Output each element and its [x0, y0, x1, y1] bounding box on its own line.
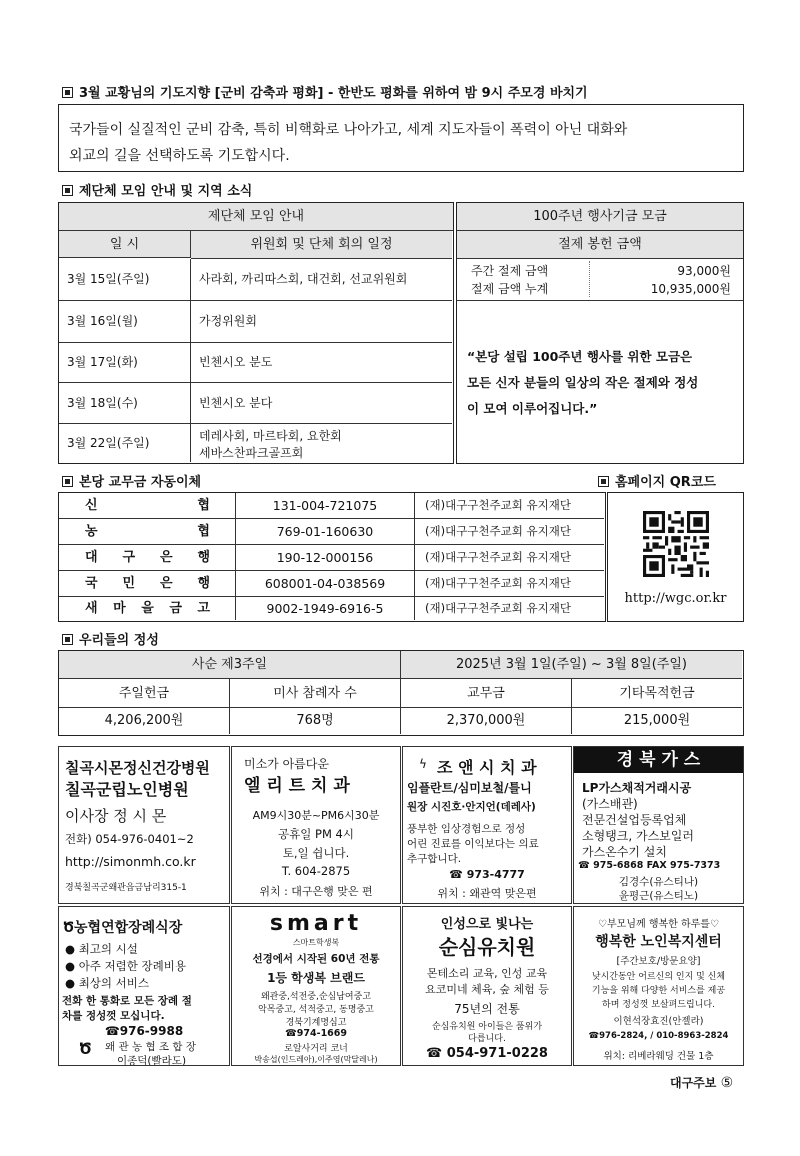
square-bullet-icon — [598, 476, 609, 487]
page-footer — [670, 1074, 733, 1091]
weekly-value: 93,000원 — [677, 264, 731, 278]
ad-owners: 박송섭(인드레아),이주영(막달레나) — [254, 1055, 378, 1064]
offering-period-dates: 2025년 3월 1일(주일) ~ 3월 8일(주일) — [401, 651, 742, 679]
fund-box — [456, 202, 744, 464]
offering-header: 주일헌금 — [59, 679, 230, 708]
bank-table — [58, 492, 606, 622]
ad-location: 로알사거리 코너 — [284, 1044, 348, 1054]
ad-schools-1: 왜관중,석전중,순심남여중고 — [260, 992, 372, 1002]
bank-row — [59, 597, 604, 620]
bank-account[interactable]: 9002-1949-6916-5 — [235, 597, 415, 620]
ad-tradition: 75년의 전통 — [454, 1002, 520, 1016]
bank-account[interactable]: 769-01-160630 — [235, 519, 415, 544]
meeting-row — [59, 301, 452, 343]
ad-line: 가스온수기 설치 — [582, 845, 667, 859]
bank-section-title: 본당 교무금 자동이체 — [62, 471, 201, 490]
bank-row — [59, 571, 604, 597]
fund-amounts — [457, 259, 743, 301]
offering-value: 4,206,200원 — [59, 708, 230, 734]
ad-happy-welfare-center[interactable] — [573, 906, 744, 1066]
meeting-date: 3월 18일(수) — [59, 383, 191, 423]
ad-title: 엘 리 트 치 과 — [244, 776, 350, 796]
total-label: 절제 금액 누계 — [471, 282, 549, 296]
ad-website: http://simonmh.co.kr — [65, 854, 196, 869]
bank-name: 신 협 — [85, 498, 210, 513]
meetings-table — [58, 202, 454, 464]
ad-director: 원장 시진호·안지언(데레사) — [407, 801, 536, 813]
ad-bullet: ● 아주 저렴한 장례비용 — [65, 959, 186, 973]
ad-director: 이현석장효진(안젤라) — [613, 1016, 704, 1027]
ad-address: 경북칠곡군왜관읍금남리315-1 — [65, 883, 187, 893]
ad-union: 왜 관 농 협 조 합 장 — [105, 1041, 197, 1053]
meeting-date: 3월 16일(월) — [59, 301, 191, 342]
ad-line: 소형탱크, 가스보일러 — [582, 829, 694, 843]
qr-section-title: 홈페이지 QR코드 — [598, 471, 716, 490]
ad-union-head: 이종덕(빨라도) — [117, 1055, 187, 1066]
meeting-text: 데레사회, 마르타회, 요한회 — [199, 429, 342, 443]
ad-bullet: ● 최상의 서비스 — [65, 976, 149, 990]
bank-row — [59, 545, 604, 571]
ad-phone: ☎976-2824, / 010-8963-2824 — [588, 1031, 729, 1041]
ad-desc-1: 전화 한 통화로 모든 장례 절 — [62, 995, 192, 1007]
meeting-text: 빈첸시오 분다 — [199, 396, 273, 410]
ad-line: 전문건설업등록업체 — [582, 813, 687, 827]
meeting-row — [59, 343, 452, 383]
meetings-header: 제단체 모임 안내 — [59, 203, 453, 231]
ad-holiday: 공휴일 PM 4시 — [278, 827, 354, 841]
meeting-text: 빈첸시오 분도 — [199, 355, 273, 369]
ad-phone: ☎ 054-971-0228 — [426, 1046, 548, 1061]
bank-holder: (재)대구구천주교회 유지재단 — [425, 576, 571, 590]
ad-tagline: 미소가 아름다운 — [244, 757, 329, 771]
square-bullet-icon — [62, 634, 73, 645]
nonghyup-logo-icon: Ծ — [63, 920, 75, 936]
ad-title-2: 칠곡군립노인병원 — [65, 780, 189, 799]
ad-services: [주간보호/방문요양] — [616, 956, 701, 967]
bank-name: 대 구 은 행 — [85, 550, 210, 565]
meeting-text-2: 세바스찬파크골프회 — [199, 446, 304, 460]
offering-header: 미사 참례자 수 — [230, 679, 401, 708]
meeting-row — [59, 383, 452, 424]
qr-box — [607, 492, 744, 622]
ad-brand: 스마트학생복 — [292, 938, 340, 947]
ad-desc-3: 추구합니다. — [407, 853, 462, 865]
ad-phone: T. 604-2875 — [281, 864, 351, 878]
ad-desc-1: 풍부한 임상경험으로 정성 — [407, 823, 526, 835]
fund-quote-3: 이 모여 이루어집니다.” — [467, 401, 598, 416]
ad-phone: ☎974-1669 — [284, 1028, 348, 1039]
prayer-section-title: 3월 교황님의 기도지향 [군비 감축과 평화] - 한반도 평화를 위하여 밤 9시 주모경 바치기 — [62, 82, 588, 101]
ad-simon-hospital[interactable] — [58, 746, 230, 904]
total-value: 10,935,000원 — [650, 282, 731, 296]
bank-account[interactable]: 190-12-000156 — [235, 545, 415, 570]
ad-tagline: ♡부모님께 행복한 하루를♡ — [598, 919, 719, 930]
ad-services: 임플란트/심미보철/틀니 — [407, 781, 532, 795]
ad-tagline: 인성으로 빛나는 — [440, 917, 534, 932]
prayer-line-2: 외교의 길을 선택하도록 기도합시다. — [69, 148, 290, 164]
ad-desc-2: 요코미네 체육, 숲 체험 등 — [425, 983, 549, 996]
ad-contact-2: 윤평근(유스티노) — [618, 890, 699, 902]
meeting-text: 가정위원회 — [199, 314, 257, 328]
ad-bullet: ● 최고의 시설 — [65, 942, 138, 956]
meetings-section-title: 제단체 모임 안내 및 지역 소식 — [62, 180, 252, 199]
meeting-text: 사라회, 까리따스회, 대건회, 선교위원회 — [199, 272, 408, 286]
fund-quote-1: “본당 설립 100주년 행사를 위한 모금은 — [467, 349, 693, 364]
ad-title: 1등 학생복 브랜드 — [267, 971, 365, 985]
ad-desc-4: 다릅니다. — [468, 1034, 506, 1044]
offering-value: 768명 — [230, 708, 401, 734]
ad-schools-2: 악목중고, 석적중고, 동명중고 — [258, 1005, 374, 1015]
meeting-date: 3월 17일(화) — [59, 343, 191, 382]
ad-contact-1: 김경수(유스티나) — [618, 876, 699, 888]
offering-value: 215,000원 — [623, 713, 691, 728]
col-schedule-header: 위원회 및 단체 회의 일정 — [191, 231, 452, 259]
tooth-icon: ϟ — [419, 757, 427, 771]
bank-holder: (재)대구구천주교회 유지재단 — [425, 550, 571, 564]
ad-title: 행복한 노인복지센터 — [595, 934, 722, 950]
meeting-date: 3월 22일(주일) — [59, 424, 191, 462]
page-number: ⑤ — [720, 1075, 734, 1091]
ad-desc-2: 어린 진료를 이익보다는 의료 — [407, 838, 539, 850]
footer-label: 대구주보 — [670, 1076, 717, 1090]
ad-phone: 전화) 054-976-0401~2 — [65, 832, 194, 846]
ad-desc-2: 기능을 위해 다양한 서비스를 제공 — [591, 986, 726, 996]
ad-title: Ծ농협연합장례식장 — [63, 920, 183, 936]
bank-holder: (재)대구구천주교회 유지재단 — [425, 601, 571, 615]
square-bullet-icon — [62, 185, 73, 196]
ad-closed: 토,일 쉽니다. — [282, 846, 350, 860]
bank-account[interactable]: 131-004-721075 — [235, 493, 415, 518]
bank-account[interactable]: 608001-04-038569 — [235, 571, 415, 596]
ad-director: 이사장 정 시 몬 — [65, 807, 167, 825]
ad-gyeongbuk-gas[interactable] — [573, 746, 744, 904]
offering-section-title: 우리들의 정성 — [62, 629, 159, 648]
ad-desc-2: 차를 정성껏 모십니다. — [62, 1010, 165, 1022]
ad-smart-uniform[interactable] — [231, 906, 401, 1066]
prayer-box — [58, 104, 744, 172]
fund-header: 100주년 행사기금 모금 — [457, 203, 743, 231]
offering-header: 교무금 — [401, 679, 572, 708]
ad-schools-3: 경북기계명심고 — [285, 1018, 347, 1028]
col-date-header: 일 시 — [59, 231, 191, 258]
ad-location: 위치: 리베라웨딩 건물 1층 — [603, 1051, 714, 1062]
ad-phone: ☎ 973-4777 — [449, 868, 525, 881]
square-bullet-icon — [62, 476, 73, 487]
homepage-url[interactable]: http://wgc.or.kr — [624, 591, 727, 606]
ad-nonghyup-funeral[interactable] — [58, 906, 230, 1066]
ad-desc-1: 몬테소리 교육, 인성 교육 — [426, 967, 548, 980]
ad-location: 위치 : 대구은행 맞은 편 — [259, 885, 373, 898]
ad-line: (가스배관) — [582, 797, 638, 811]
bank-name: 농 협 — [85, 524, 210, 539]
smart-logo: smart — [269, 911, 363, 936]
bank-holder: (재)대구구천주교회 유지재단 — [425, 524, 571, 538]
ad-elite-dental[interactable] — [231, 746, 401, 904]
nonghyup-logo-icon: Ծ — [79, 1039, 92, 1058]
ad-desc-3: 하며 정성껏 보살펴드립니다. — [602, 1000, 715, 1010]
ad-hours: AM9시30분~PM6시30분 — [252, 809, 380, 822]
ad-title: 칠곡시몬정신건강병원 — [65, 759, 210, 777]
prayer-line-1: 국가들이 실질적인 군비 감축, 특히 비핵화로 나아가고, 세계 지도자들이 폭력이 아닌 대화와 — [69, 122, 628, 138]
ad-tagline: 선경에서 시작된 60년 전통 — [252, 953, 380, 965]
bank-holder: (재)대구구천주교회 유지재단 — [425, 498, 571, 512]
fund-subheader: 절제 봉헌 금액 — [457, 231, 743, 259]
weekly-label: 주간 절제 금액 — [471, 264, 549, 278]
bank-name: 국 민 은 행 — [85, 576, 210, 591]
ad-phone: ☎976-9988 — [104, 1024, 184, 1038]
offering-value: 2,370,000원 — [401, 708, 572, 734]
bank-name: 새 마 을 금 고 — [85, 601, 210, 616]
meeting-row — [59, 424, 452, 462]
ad-title: 조 앤 시 치 과 — [437, 758, 537, 777]
offering-period-label: 사순 제3주일 — [59, 651, 401, 679]
ad-line: LP가스채적거래시공 — [582, 781, 692, 795]
fund-quote-2: 모든 신자 분들의 일상의 작은 절제와 정성 — [467, 375, 699, 390]
offering-table — [58, 650, 744, 736]
ad-desc-3: 순심유치원 아이들은 품위가 — [431, 1022, 543, 1032]
qr-code-icon[interactable] — [643, 511, 709, 577]
ad-title: 경 북 가 스 — [574, 747, 743, 773]
ad-sunsim-kindergarten[interactable] — [402, 906, 572, 1066]
bank-row — [59, 519, 604, 545]
ad-title: 순심유치원 — [438, 935, 536, 959]
ad-desc-1: 낮시간동안 어르신의 인지 및 신체 — [591, 972, 726, 982]
meeting-date: 3월 15일(주일) — [59, 259, 191, 300]
bank-row — [59, 493, 604, 519]
ad-location: 위치 : 왜관역 맞은편 — [437, 887, 537, 900]
ad-phone: ☎ 975-6868 FAX 975-7373 — [578, 860, 721, 871]
meeting-row — [59, 259, 452, 301]
offering-header: 기타목적헌금 — [572, 679, 742, 708]
fund-divider — [589, 261, 590, 297]
ad-joan-dental[interactable] — [402, 746, 572, 904]
square-bullet-icon — [62, 87, 73, 98]
